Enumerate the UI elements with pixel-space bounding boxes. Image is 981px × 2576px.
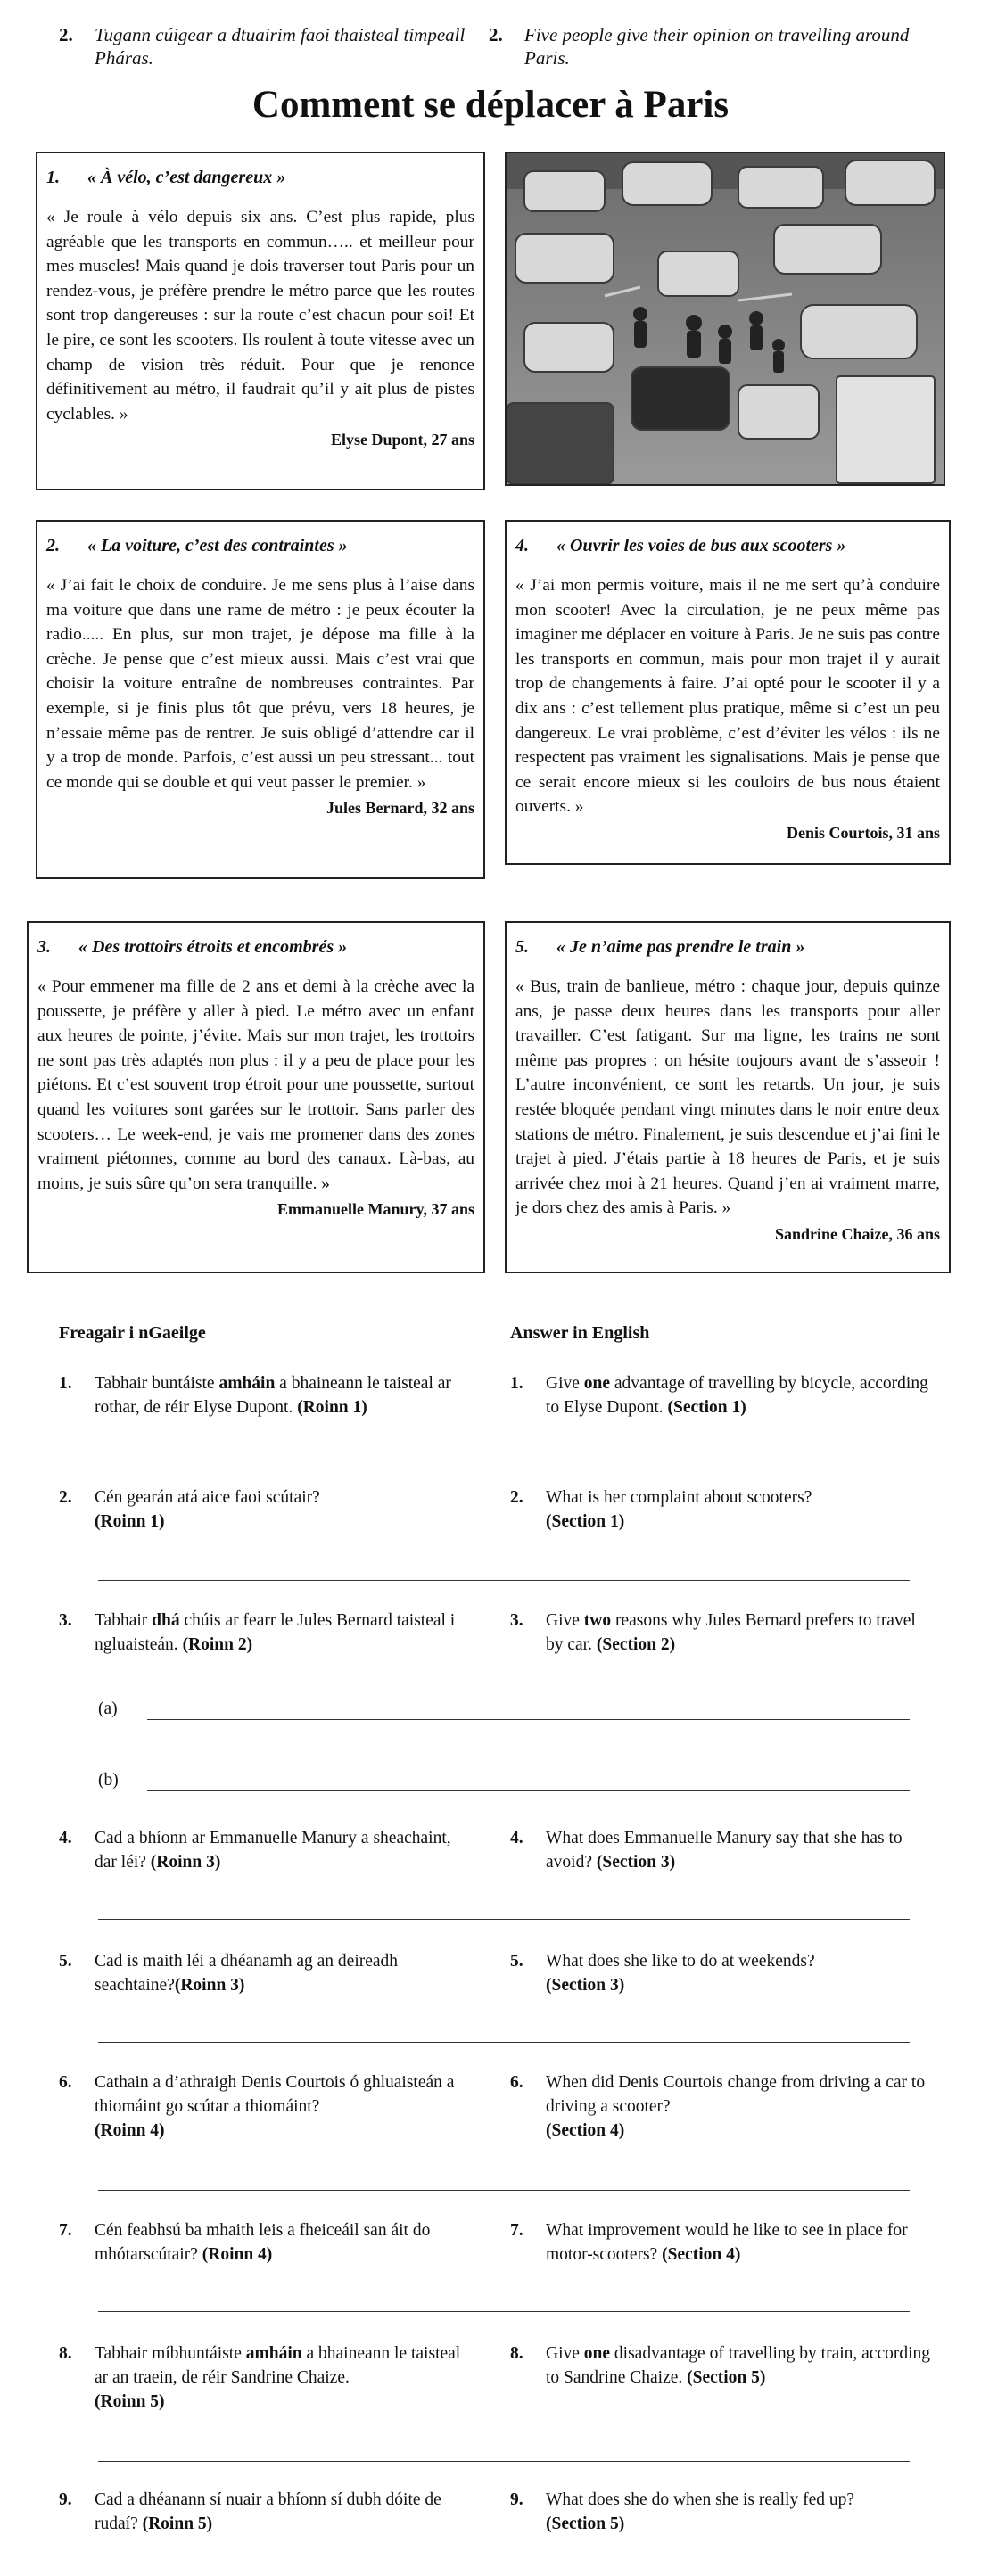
q6-ga-section: (Roinn 4) — [95, 2121, 165, 2140]
q8-ga-text-a: Tabhair míbhuntáiste — [95, 2344, 246, 2363]
box-1-number: 1. — [46, 168, 60, 187]
q1-ga-emphasis: amháin — [218, 1374, 276, 1393]
box-2-number: 2. — [46, 536, 60, 556]
q1-ga-text-c: a bhaineann le taisteal ar rothar, de réir Elyse Dupont. — [95, 1374, 451, 1417]
q1-en-section: (Section 1) — [667, 1398, 746, 1417]
answer-line-3a[interactable] — [147, 1719, 910, 1720]
question-5-number: 5. — [59, 1952, 72, 1971]
question-4-number-en: 4. — [510, 1829, 523, 1848]
q3-ga-text-a: Tabhair — [95, 1611, 153, 1630]
q7-ga-section: (Roinn 4) — [202, 2245, 273, 2264]
q3-ga-emphasis: dhá — [152, 1611, 180, 1630]
question-1-number: 1. — [59, 1374, 72, 1393]
box-2-body: « J’ai fait le choix de conduire. Je me sens plus à l’aise dans ma voiture que dans une rame de métro : je peux écouter la radio..... En plus, sur mon trajet, je dépose ma fille à la crèche. Je pense que c’est mieux aussi. Mais c’est vrai que choisir la voiture entraîne de nombreuses contraintes. Par exemple, si je finis plus tôt que prévu, vers 18 heures, je n’essaie même pas de rentrer. Je suis obligé d’attendre car il y a trop de monde. Parfois, c’est aussi un peu stressant... tout ce monde qui se double et qui veut passer le premier. » — [46, 576, 474, 792]
answer-line-7[interactable] — [98, 2311, 910, 2312]
question-6-number: 6. — [59, 2073, 72, 2092]
box-2-heading: « La voiture, c’est des contraintes » — [87, 536, 348, 556]
intro-english-number: 2. — [489, 24, 503, 45]
question-4-number: 4. — [59, 1829, 72, 1848]
q3-en-emphasis: two — [583, 1611, 612, 1630]
q2-en-text-a: What is her complaint about scooters? — [546, 1488, 812, 1507]
q5-en-section: (Section 3) — [546, 1976, 625, 1995]
box-3-signature: Emmanuelle Manury, 37 ans — [276, 1200, 474, 1219]
questions-heading-english: Answer in English — [510, 1323, 650, 1343]
answer-line-4[interactable] — [98, 1919, 910, 1920]
q8-en-text-c: disadvantage of travelling by train, according to Sandrine Chaize. — [546, 2344, 931, 2387]
q6-en-text-a: When did Denis Courtois change from driving a car to driving a scooter? — [546, 2073, 926, 2116]
q4-en-text-a: What does Emmanuelle Manury say that she has to avoid? — [546, 1829, 903, 1872]
box-5-signature: Sandrine Chaize, 36 ans — [774, 1224, 940, 1243]
box-1-body: « Je roule à vélo depuis six ans. C’est plus rapide, plus agréable que les transports en commun….. et meilleur pour mes muscles! Mais quand je dois traverser tout Paris pour un rendez-vous, je préfère prendre le métro parce que les routes sont trop dangereuses : sur la route c’est chacun pour soi! Et le pire, ce sont les scooters. Ils roulent à toute vitesse avec un champ de vision très réduit. Pour que je renonce définitivement au métro, il faudrait qu’il y ait plus de pistes cyclables. » — [46, 208, 474, 424]
traffic-photo-illustration — [507, 153, 944, 484]
q3-ga-section: (Roinn 2) — [182, 1635, 253, 1654]
q3-ga-text-c: chúis ar fearr le Jules Bernard taisteal i ngluaisteán. — [95, 1611, 456, 1654]
testimony-box-3 — [27, 921, 485, 1273]
box-4-body: « J’ai mon permis voiture, mais il ne me sert qu’à conduire mon scooter! Avec la circulation, je ne peux même pas imaginer me déplacer en voiture à Paris. Je ne suis pas contre les transports en commun, mais pour mon trajet il y aurait trop de changements à faire. J’ai opté pour le scooter il y a dix ans : c’est tellement plus pratique, même si c’est un peu dangereux. Le vrai problème, c’est d’éviter les vélos : ils ne respectent pas vraiment les signalisations. Mais je pense que ce serait encore mieux si les couloirs de bus nous étaient ouverts. » — [515, 576, 940, 817]
traffic-photo — [505, 152, 945, 486]
answer-line-2[interactable] — [98, 1580, 910, 1581]
q1-en-text-a: Give — [546, 1374, 584, 1393]
question-5-number-en: 5. — [510, 1952, 523, 1971]
part-b-label: (b) — [98, 1771, 119, 1790]
question-6-number-en: 6. — [510, 2073, 523, 2092]
box-4-number: 4. — [515, 536, 529, 556]
question-7-number: 7. — [59, 2221, 72, 2240]
q6-en-section: (Section 4) — [546, 2121, 625, 2140]
q4-en-section: (Section 3) — [596, 1853, 676, 1872]
question-8-number-en: 8. — [510, 2344, 523, 2363]
q2-en-section: (Section 1) — [546, 1512, 625, 1531]
box-3-body: « Pour emmener ma fille de 2 ans et demi à la crèche avec la poussette, je préfère y aller à pied. Le métro avec un enfant aux heures de pointe, j’évite. Mais sur mon trajet, les trottoirs ne sont pas très adaptés non plus : il y a peu de place pour les piétons. Et c’est souvent trop étroit pour une poussette, surtout quand les voitures sont garées sur le trottoir. Sans parler des scooters… Le week-end, je vais me promener dans des zones vraiment piétonnes, comme au bord des canaux. Là-bas, au moins, je suis sûre qu’on sera tranquille. » — [37, 977, 474, 1193]
box-4-signature: Denis Courtois, 31 ans — [786, 823, 940, 842]
box-3-number: 3. — [37, 937, 51, 957]
q8-ga-text-c: a bhaineann le taisteal ar an traein, de réir Sandrine Chaize. — [95, 2344, 461, 2387]
q1-ga-section: (Roinn 1) — [297, 1398, 367, 1417]
answer-line-5[interactable] — [98, 2042, 910, 2043]
box-3-heading: « Des trottoirs étroits et encombrés » — [78, 937, 348, 957]
q9-en-text-a: What does she do when she is really fed up? — [546, 2490, 855, 2509]
question-3-number-en: 3. — [510, 1611, 523, 1630]
q4-ga-section: (Roinn 3) — [150, 1853, 221, 1872]
answer-line-6[interactable] — [98, 2190, 910, 2191]
box-4-heading: « Ouvrir les voies de bus aux scooters » — [556, 536, 846, 556]
question-3-number: 3. — [59, 1611, 72, 1630]
testimony-box-5 — [505, 921, 951, 1273]
q9-ga-text-a: Cad a dhéanann sí nuair a bhíonn sí dubh dóite de rudaí? — [95, 2490, 441, 2533]
q2-ga-text-a: Cén gearán atá aice faoi scútair? — [95, 1488, 320, 1507]
q9-en-section: (Section 5) — [546, 2514, 625, 2533]
q3-en-section: (Section 2) — [596, 1635, 676, 1654]
q8-en-text-a: Give — [546, 2344, 584, 2363]
question-8-number: 8. — [59, 2344, 72, 2363]
box-1-heading: « À vélo, c’est dangereux » — [87, 168, 286, 187]
question-7-number-en: 7. — [510, 2221, 523, 2240]
part-a-label: (a) — [98, 1700, 118, 1718]
testimony-box-2 — [36, 520, 485, 879]
testimony-box-4 — [505, 520, 951, 865]
testimony-box-1 — [36, 152, 485, 490]
q8-ga-section: (Roinn 5) — [95, 2392, 165, 2411]
q3-en-text-a: Give — [546, 1611, 584, 1630]
page-title: Comment se déplacer à Paris — [251, 84, 730, 126]
q4-ga-text-a: Cad a bhíonn ar Emmanuelle Manury a sheachaint, dar léi? — [95, 1829, 451, 1872]
question-2-number: 2. — [59, 1488, 72, 1507]
q9-ga-section: (Roinn 5) — [142, 2514, 213, 2533]
q2-ga-section: (Roinn 1) — [95, 1512, 165, 1531]
q3-en-text-c: reasons why Jules Bernard prefers to travel by car. — [546, 1611, 916, 1654]
answer-line-3b[interactable] — [147, 1790, 910, 1791]
q1-ga-text-a: Tabhair buntáiste — [95, 1374, 219, 1393]
q1-en-text-c: advantage of travelling by bicycle, according to Elyse Dupont. — [546, 1374, 928, 1417]
q8-en-section: (Section 5) — [687, 2368, 766, 2387]
q5-ga-section: (Roinn 3) — [174, 1976, 245, 1995]
question-9-number: 9. — [59, 2490, 72, 2509]
q7-ga-text-a: Cén feabhsú ba mhaith leis a fheiceáil san áit do mhótarscútair? — [95, 2221, 431, 2264]
box-2-signature: Jules Bernard, 32 ans — [326, 799, 474, 818]
question-9-number-en: 9. — [510, 2490, 523, 2509]
question-2-number-en: 2. — [510, 1488, 523, 1507]
box-5-heading: « Je n’aime pas prendre le train » — [556, 937, 805, 957]
questions-heading-irish: Freagair i nGaeilge — [59, 1323, 206, 1343]
q7-en-section: (Section 4) — [662, 2245, 741, 2264]
answer-line-8[interactable] — [98, 2461, 910, 2462]
intro-english-text: Five people give their opinion on travelling around Paris. — [524, 24, 910, 69]
q1-en-emphasis: one — [583, 1374, 611, 1393]
q6-ga-text-a: Cathain a d’athraigh Denis Courtois ó ghluaisteán a thiomáint go scútar a thiomáint? — [95, 2073, 455, 2116]
box-5-body: « Bus, train de banlieue, métro : chaque jour, depuis quinze ans, je passe deux heures dans les transports pour aller travailler. C’est fatigant. Sur ma ligne, les trains ne sont même pas propres : on hésite toujours avant de s’asseoir ! L’autre inconvénient, ce sont les retards. Un jour, je suis restée bloquée pendant vingt minutes dans le noir entre deux stations de métro. Finalement, je suis descendue et j’ai fini le trajet à pied. J’étais partie à 18 heures de Paris, et je suis arrivée chez moi à 21 heures. Quand j’en ai vraiment marre, je dors chez des amis à Paris. » — [515, 977, 940, 1218]
box-5-number: 5. — [515, 937, 529, 957]
question-1-number-en: 1. — [510, 1374, 523, 1393]
q8-ga-emphasis: amháin — [245, 2344, 302, 2363]
q8-en-emphasis: one — [583, 2344, 611, 2363]
q7-en-text-a: What improvement would he like to see in place for motor-scooters? — [546, 2221, 908, 2264]
q5-en-text-a: What does she like to do at weekends? — [546, 1952, 815, 1971]
intro-irish-number: 2. — [59, 24, 73, 45]
box-1-signature: Elyse Dupont, 27 ans — [330, 431, 474, 449]
q5-ga-text-a: Cad is maith léi a dhéanamh ag an deireadh seachtaine? — [95, 1952, 399, 1995]
intro-irish-text: Tugann cúigear a dtuairim faoi thaisteal timpeall Pháras. — [95, 24, 466, 69]
